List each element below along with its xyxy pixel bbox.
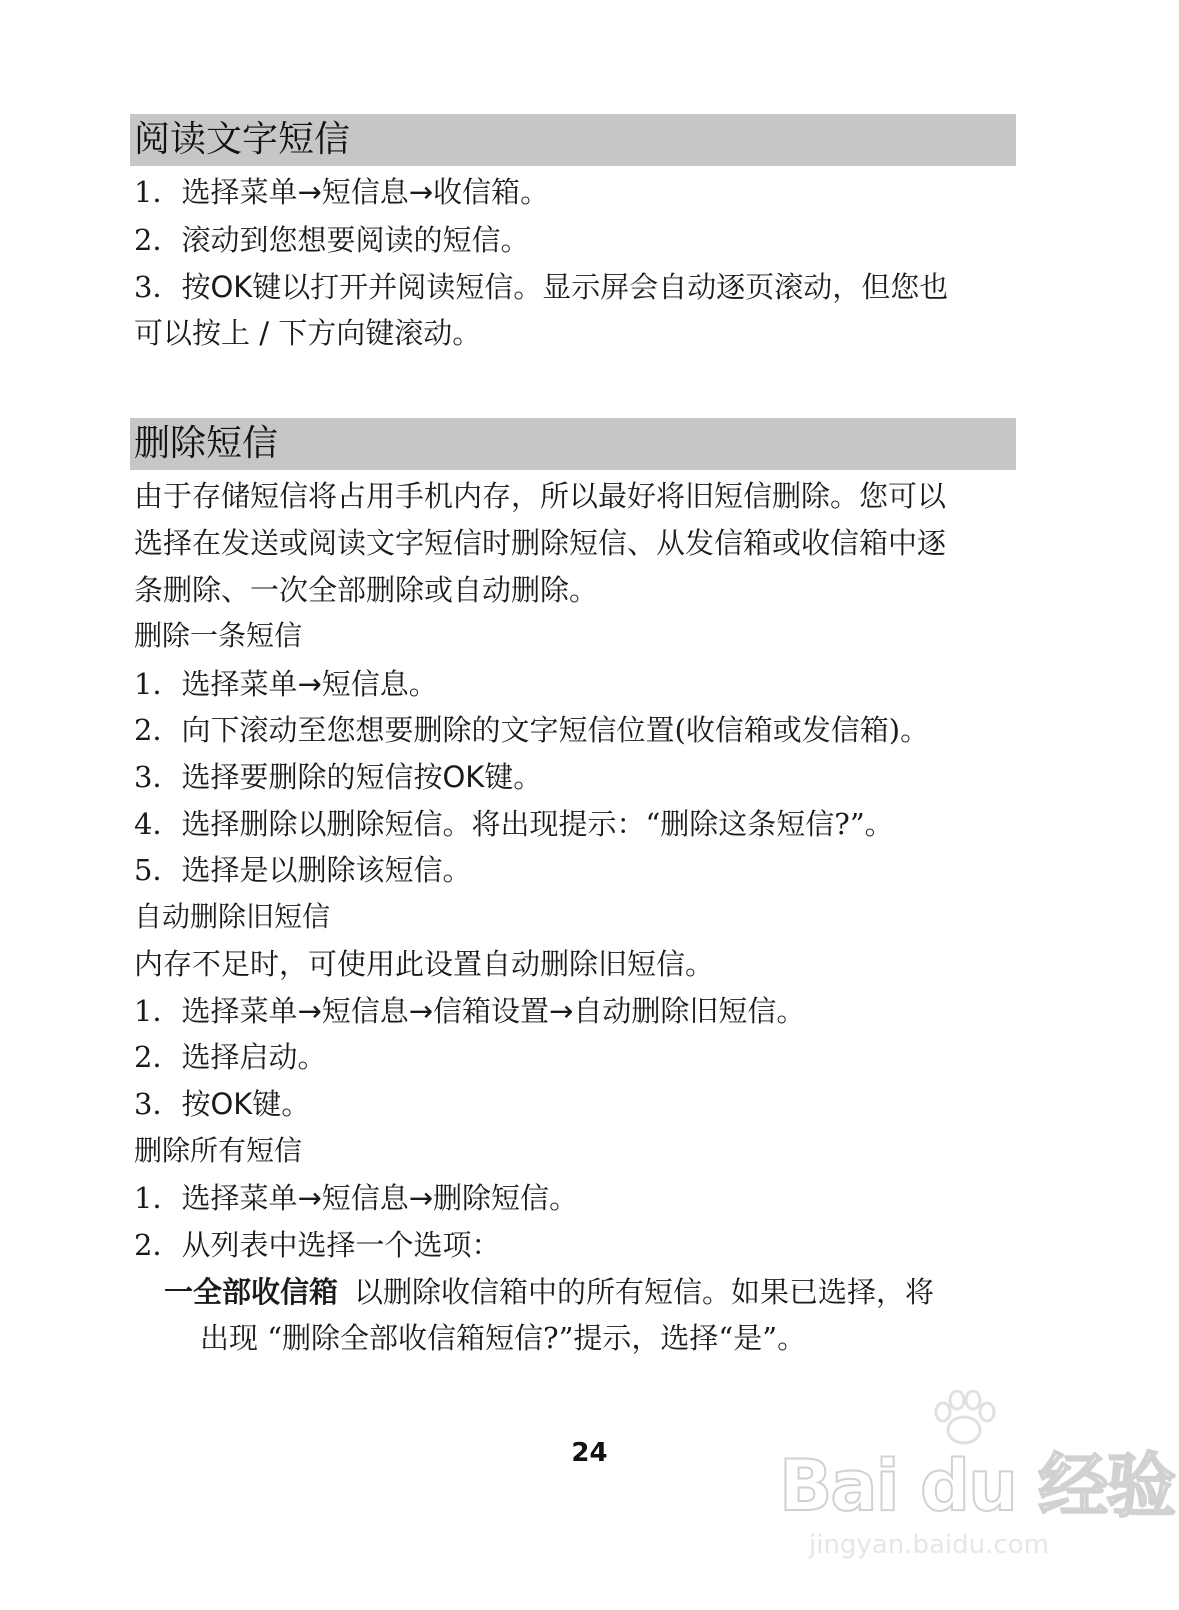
text: 。 xyxy=(281,1087,311,1121)
read-step-3 xyxy=(134,267,948,307)
delete-one-step-5: 5．选择是以删除该短信。 xyxy=(134,853,472,887)
read-step-2: 2．滚动到您想要阅读的短信。 xyxy=(134,223,530,257)
menu-path: 菜单→短信息→收信箱 xyxy=(239,175,521,209)
option-all-inbox xyxy=(164,1272,934,1312)
text: 滚动。 xyxy=(394,316,482,350)
text: 3．按 xyxy=(134,270,211,304)
subsection-title-auto-delete: 自动删除旧短信 xyxy=(134,900,331,933)
key-name: 上 / 下方向键 xyxy=(221,316,395,350)
text: 1．选择 xyxy=(134,175,240,209)
watermark-url: jingyan.baidu.com xyxy=(809,1530,1049,1560)
text: 3．按 xyxy=(134,1087,211,1121)
baidu-jingyan-watermark xyxy=(779,1390,1175,1570)
read-step-3-cont xyxy=(134,313,481,353)
read-step-1 xyxy=(134,172,549,212)
subsection-title-delete-all: 删除所有短信 xyxy=(134,1134,303,1167)
option-all-inbox-cont: 出现 “删除全部收信箱短信?”提示，选择“是”。 xyxy=(200,1321,807,1355)
watermark-logo: Bai du 经验 xyxy=(779,1445,1175,1527)
option-description: 以删除收信箱中的所有短信。如果已选择，将 xyxy=(354,1275,935,1309)
delete-intro-line-3: 条删除、一次全部删除或自动删除。 xyxy=(134,573,599,607)
text: 可以按 xyxy=(134,316,222,350)
delete-all-step-2: 2．从列表中选择一个选项： xyxy=(134,1228,501,1262)
delete-intro-line-2: 选择在发送或阅读文字短信时删除短信、从发信箱或收信箱中逐 xyxy=(134,526,947,560)
auto-delete-intro: 内存不足时，可使用此设置自动删除旧短信。 xyxy=(134,947,715,981)
text: 。 xyxy=(776,994,806,1028)
text: 1．选择 xyxy=(134,994,240,1028)
delete-all-step-1 xyxy=(134,1178,578,1218)
delete-one-step-4: 4．选择删除以删除短信。将出现提示：“删除这条短信?”。 xyxy=(134,807,894,841)
delete-intro-line-1: 由于存储短信将占用手机内存，所以最好将旧短信删除。您可以 xyxy=(134,479,947,513)
auto-delete-step-1 xyxy=(134,991,805,1031)
key-name: OK键 xyxy=(442,760,514,794)
auto-delete-step-3 xyxy=(134,1084,310,1124)
section-heading-read-sms: 阅读文字短信 xyxy=(130,114,1016,166)
subsection-title-delete-one: 删除一条短信 xyxy=(134,619,303,652)
delete-one-step-1 xyxy=(134,664,438,704)
section-heading-delete-sms: 删除短信 xyxy=(130,418,1016,470)
key-name: OK键 xyxy=(210,270,282,304)
text: 。 xyxy=(513,760,543,794)
page-number: 24 xyxy=(571,1438,608,1468)
menu-path: 选择菜单→短信息 xyxy=(181,667,409,701)
menu-path: 菜单→短信息→信箱设置→自动删除旧短信 xyxy=(239,994,777,1028)
delete-one-step-2: 2．向下滚动至您想要删除的文字短信位置(收信箱或发信箱)。 xyxy=(134,713,930,747)
text: 。 xyxy=(408,667,438,701)
text: 3．选择要删除的短信按 xyxy=(134,760,443,794)
text: 1．选择 xyxy=(134,1181,240,1215)
text: 。 xyxy=(549,1181,579,1215)
text: 1． xyxy=(134,667,182,701)
delete-one-step-3 xyxy=(134,757,542,797)
option-label: 一全部收信箱 xyxy=(164,1275,339,1309)
text: 。 xyxy=(520,175,550,209)
key-name: OK键 xyxy=(210,1087,282,1121)
menu-path: 菜单→短信息→删除短信 xyxy=(239,1181,550,1215)
auto-delete-step-2: 2．选择启动。 xyxy=(134,1040,327,1074)
text: 以打开并阅读短信。显示屏会自动逐页滚动，但您也 xyxy=(281,270,949,304)
